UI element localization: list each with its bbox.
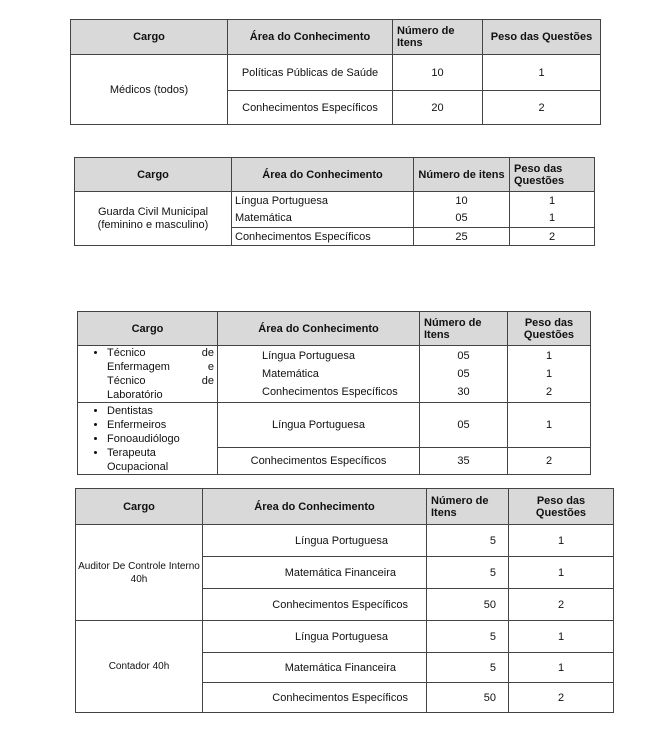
- header-peso: Peso das Questões: [508, 312, 591, 346]
- peso-cell: 1: [509, 525, 614, 557]
- header-cargo: Cargo: [71, 20, 228, 55]
- area-cell: Matemática Financeira: [203, 557, 427, 589]
- area-cell: Matemática Financeira: [203, 653, 427, 683]
- cargo-cell: Contador 40h: [76, 621, 203, 713]
- header-area: Área do Conhecimento: [218, 312, 420, 346]
- area-cell: Língua Portuguesa: [232, 192, 414, 210]
- area-cell: Políticas Públicas de Saúde: [228, 55, 393, 91]
- itens-cell: 5: [427, 653, 509, 683]
- list-item: • Fonoaudiólogo: [107, 432, 214, 446]
- itens-cell: 5: [427, 557, 509, 589]
- itens-cell: 25: [414, 228, 510, 246]
- list-item: • Dentistas: [107, 404, 214, 418]
- peso-cell: 1: [509, 621, 614, 653]
- table-saude: [77, 311, 591, 475]
- header-area: Área do Conhecimento: [232, 158, 414, 192]
- peso-cell: 1: [510, 192, 595, 210]
- itens-cell: 50: [427, 589, 509, 621]
- area-cell: Matemática: [232, 210, 414, 228]
- itens-cell: 05: [420, 403, 508, 448]
- table-medicos: [70, 19, 601, 125]
- header-cargo: Cargo: [78, 312, 218, 346]
- list-item: • Técnico de Enfermagem e Técnico de Laboratório: [107, 346, 214, 402]
- peso-cell: 2: [509, 683, 614, 713]
- table-guarda-civil: [74, 157, 595, 246]
- table-auditor-contador: [75, 488, 614, 713]
- peso-cell: 1: [510, 210, 595, 228]
- itens-cell: 05 05 30: [420, 346, 508, 403]
- itens-cell: 50: [427, 683, 509, 713]
- peso-cell: 1: [483, 55, 601, 91]
- header-cargo: Cargo: [76, 489, 203, 525]
- area-cell: Conhecimentos Específicos: [228, 91, 393, 125]
- area-cell: Língua Portuguesa Matemática Conhecimentos Específicos: [218, 346, 420, 403]
- header-peso: Peso das Questões: [510, 158, 595, 192]
- area-cell: Conhecimentos Específicos: [218, 448, 420, 475]
- itens-cell: 20: [393, 91, 483, 125]
- peso-cell: 1 1 2: [508, 346, 591, 403]
- cargo-cell: [78, 403, 218, 475]
- itens-cell: 5: [427, 525, 509, 557]
- header-numero-itens: Número de Itens: [393, 20, 483, 55]
- list-item: • Terapeuta Ocupacional: [107, 446, 214, 474]
- itens-cell: 05: [414, 210, 510, 228]
- header-numero-itens: Número de Itens: [427, 489, 509, 525]
- area-cell: Língua Portuguesa: [218, 403, 420, 448]
- itens-cell: 10: [414, 192, 510, 210]
- peso-cell: 1: [509, 653, 614, 683]
- peso-cell: 2: [483, 91, 601, 125]
- header-area: Área do Conhecimento: [228, 20, 393, 55]
- area-cell: Conhecimentos Específicos: [232, 228, 414, 246]
- cargo-cell: [78, 346, 218, 403]
- header-cargo: Cargo: [75, 158, 232, 192]
- peso-cell: 2: [510, 228, 595, 246]
- cargo-cell: Guarda Civil Municipal (feminino e masculino): [75, 192, 232, 246]
- header-numero-itens: Número de Itens: [420, 312, 508, 346]
- header-area: Área do Conhecimento: [203, 489, 427, 525]
- area-cell: Conhecimentos Específicos: [203, 589, 427, 621]
- cargo-cell: Auditor De Controle Interno 40h: [76, 525, 203, 621]
- peso-cell: 2: [508, 448, 591, 475]
- header-peso: Peso das Questões: [483, 20, 601, 55]
- area-cell: Conhecimentos Específicos: [203, 683, 427, 713]
- list-item: • Enfermeiros: [107, 418, 214, 432]
- peso-cell: 2: [509, 589, 614, 621]
- area-cell: Língua Portuguesa: [203, 621, 427, 653]
- cargo-cell: Médicos (todos): [71, 55, 228, 125]
- header-numero-itens: Número de itens: [414, 158, 510, 192]
- itens-cell: 35: [420, 448, 508, 475]
- peso-cell: 1: [509, 557, 614, 589]
- itens-cell: 10: [393, 55, 483, 91]
- itens-cell: 5: [427, 621, 509, 653]
- area-cell: Língua Portuguesa: [203, 525, 427, 557]
- peso-cell: 1: [508, 403, 591, 448]
- header-peso: Peso das Questões: [509, 489, 614, 525]
